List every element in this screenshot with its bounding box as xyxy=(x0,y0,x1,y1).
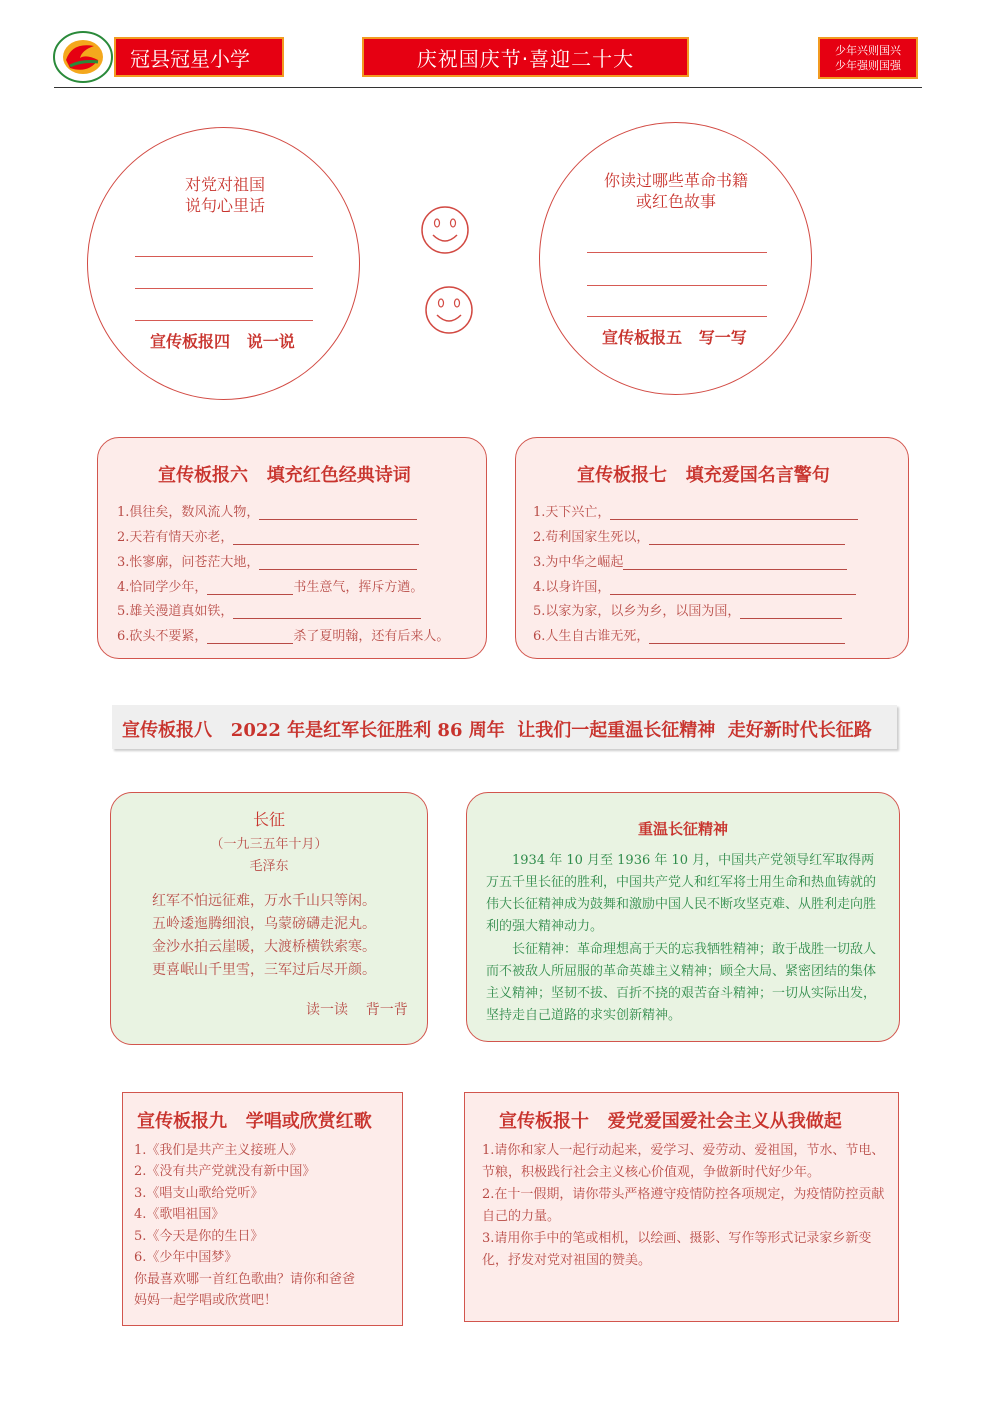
board7-item: 3.为中华之崛起 xyxy=(533,551,847,570)
poem-line: 五岭逶迤腾细浪，乌蒙磅礴走泥丸。 xyxy=(152,916,376,932)
board9-question-2: 妈妈一起学唱或欣赏吧！ xyxy=(134,1293,278,1308)
poem-author: 毛泽东 xyxy=(249,859,289,874)
fill-blank[interactable] xyxy=(740,606,842,619)
fill-blank[interactable] xyxy=(649,631,845,644)
song-item: 6.《少年中国梦》 xyxy=(134,1250,238,1265)
board7-item: 5.以家为家，以乡为乡，以国为国， xyxy=(533,600,842,619)
header-divider xyxy=(54,87,922,88)
slogan-box xyxy=(818,37,918,79)
board4-prompt-line1: 对党对祖国 xyxy=(184,175,265,194)
spirit-paragraph-2: 长征精神：革命理想高于天的忘我牺牲精神；敢于战胜一切敌人而不被敌人所屈服的革命英雄主义精神；顾全大局、紧密团结的集体主义精神；坚韧不拔、百折不挠的艰苦奋斗精神；一切从实际出发，坚持走自己道路的求实创新精神。 xyxy=(486,942,877,1023)
school-name: 冠县冠星小学 xyxy=(114,37,284,77)
board4-blank-line[interactable] xyxy=(135,288,313,289)
smiley-icon xyxy=(420,205,470,255)
board5-blank-line[interactable] xyxy=(587,316,767,317)
fill-blank[interactable] xyxy=(207,631,293,644)
board7-item: 2.苟利国家生死以， xyxy=(533,526,845,545)
poem-line: 红军不怕远征难，万水千山只等闲。 xyxy=(152,893,376,909)
board7-item: 1.天下兴亡， xyxy=(533,501,858,520)
fill-blank[interactable] xyxy=(259,507,417,520)
board4-prompt-line2: 说句心里话 xyxy=(184,196,265,215)
fill-blank[interactable] xyxy=(649,532,845,545)
fill-blank[interactable] xyxy=(207,582,293,595)
board6-item: 5.雄关漫道真如铁， xyxy=(117,600,421,619)
fill-blank[interactable] xyxy=(623,557,847,570)
board5-blank-line[interactable] xyxy=(587,252,767,253)
poem-line: 更喜岷山千里雪，三军过后尽开颜。 xyxy=(152,962,376,978)
board4-blank-line[interactable] xyxy=(135,256,313,257)
board4-blank-line[interactable] xyxy=(135,320,313,321)
board5-prompt-line1: 你读过哪些革命书籍 xyxy=(603,171,748,190)
board10-item: 2.在十一假期，请你带头严格遵守疫情防控各项规定，为疫情防控贡献自己的力量。 xyxy=(482,1187,885,1224)
slogan-line-2: 少年强则国强 xyxy=(835,59,901,72)
fill-blank[interactable] xyxy=(233,532,419,545)
board4-prompt xyxy=(150,174,300,216)
board10-item: 3.请用你手中的笔或相机，以绘画、摄影、写作等形式记录家乡新变化，抒发对党对祖国的赞美。 xyxy=(482,1231,872,1268)
board9-question-1: 你最喜欢哪一首红色歌曲？请你和爸爸 xyxy=(134,1272,356,1287)
board10-title: 宣传板报十 爱党爱国爱社会主义从我做起 xyxy=(499,1111,842,1132)
smiley-icon xyxy=(424,285,474,335)
board6-item: 6.砍头不要紧， 杀了夏明翰，还有后来人。 xyxy=(117,629,450,644)
board10-list xyxy=(482,1140,887,1272)
song-item: 4.《歌唱祖国》 xyxy=(134,1207,225,1222)
fill-blank[interactable] xyxy=(233,606,421,619)
board7-item: 6.人生自古谁无死， xyxy=(533,625,845,644)
board5-footer: 宣传板报五 写一写 xyxy=(602,328,747,347)
fill-blank[interactable] xyxy=(610,507,858,520)
school-logo xyxy=(52,30,114,84)
poem-footer: 读一读 背一背 xyxy=(306,1002,408,1018)
board4-footer: 宣传板报四 说一说 xyxy=(150,332,295,351)
board8-banner-text: 宣传板报八 2022 年是红军长征胜利 86 周年 让我们一起重温长征精神 走好新时代长征路 xyxy=(122,720,872,741)
board10-item: 1.请你和家人一起行动起来，爱学习、爱劳动、爱祖国，节水、节电、节粮，积极践行社会主义核心价值观，争做新时代好少年。 xyxy=(482,1143,885,1180)
song-item: 5.《今天是你的生日》 xyxy=(134,1229,264,1244)
board5-prompt xyxy=(590,170,762,212)
fill-blank[interactable] xyxy=(259,557,417,570)
board6-item: 2.天若有情天亦老， xyxy=(117,526,419,545)
board6-item: 1.俱往矣，数风流人物， xyxy=(117,501,417,520)
song-item: 2.《没有共产党就没有新中国》 xyxy=(134,1164,316,1179)
board7-title: 宣传板报七 填充爱国名言警句 xyxy=(577,465,830,486)
board7-item: 4.以身许国， xyxy=(533,576,856,595)
board5-blank-line[interactable] xyxy=(587,285,767,286)
slogan-line-1: 少年兴则国兴 xyxy=(835,44,901,57)
board5-prompt-line2: 或红色故事 xyxy=(635,192,716,211)
board4-circle xyxy=(87,127,360,400)
fill-blank[interactable] xyxy=(610,582,856,595)
board6-item: 4.恰同学少年， 书生意气，挥斥方遒。 xyxy=(117,580,424,595)
poem-title: 长征 xyxy=(252,810,285,829)
theme-title: 庆祝国庆节·喜迎二十大 xyxy=(362,37,689,77)
poem-line: 金沙水拍云崖暖，大渡桥横铁索寒。 xyxy=(152,939,376,955)
board6-title: 宣传板报六 填充红色经典诗词 xyxy=(158,465,411,486)
song-item: 3.《唱支山歌给党听》 xyxy=(134,1186,264,1201)
board6-item: 3.怅寥廓，问苍茫大地， xyxy=(117,551,417,570)
spirit-title: 重温长征精神 xyxy=(637,820,728,838)
spirit-paragraph-1: 1934 年 10 月至 1936 年 10 月，中国共产党领导红军取得两万五千里长征的胜利，中国共产党人和红军将士用生命和热血铸就的伟大长征精神成为鼓舞和激励中国人民不断攻坚克难、从胜利走向胜利的强大精神动力。 xyxy=(486,853,877,934)
board9-title: 宣传板报九 学唱或欣赏红歌 xyxy=(137,1111,372,1132)
board5-circle xyxy=(539,122,812,395)
poem-date: （一九三五年十月） xyxy=(210,837,328,852)
song-item: 1.《我们是共产主义接班人》 xyxy=(134,1143,303,1158)
board8-banner xyxy=(112,705,897,749)
